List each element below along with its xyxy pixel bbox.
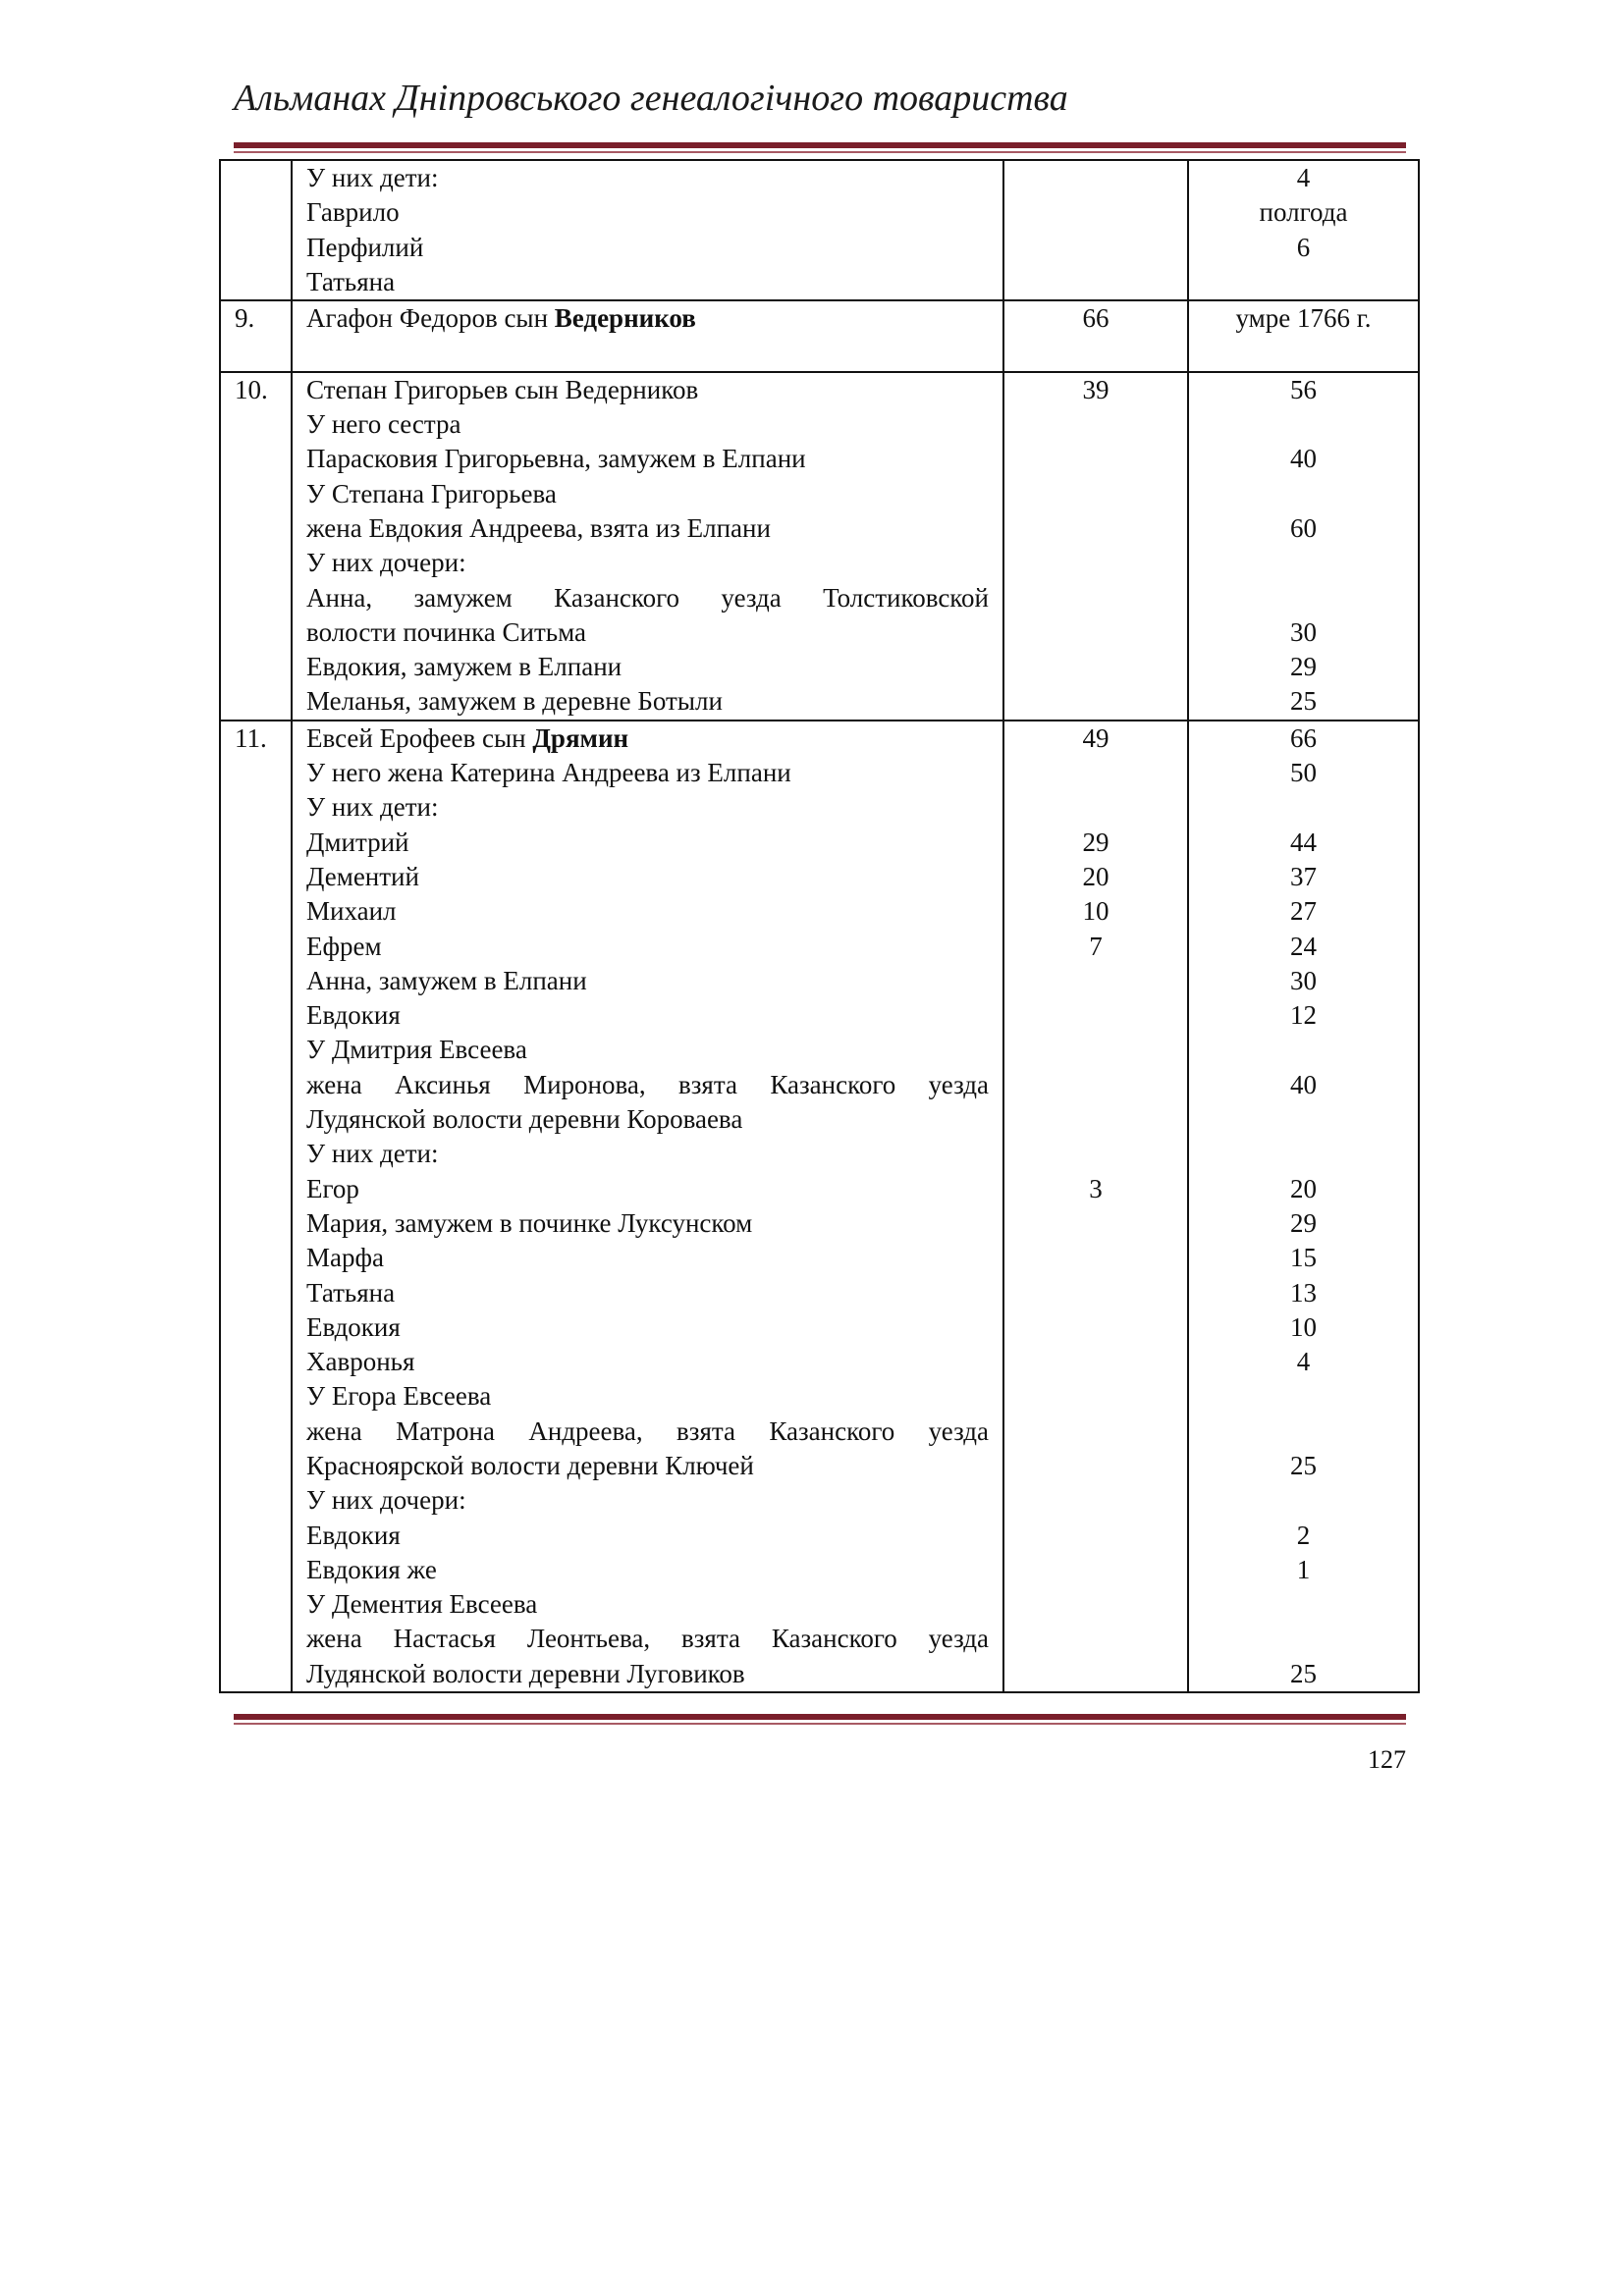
age-value-2: 40 bbox=[1290, 1069, 1317, 1099]
age-value-1 bbox=[1004, 1415, 1187, 1449]
person-line bbox=[306, 511, 989, 546]
person-line bbox=[306, 581, 989, 615]
age-value-2 bbox=[1189, 477, 1418, 511]
person-line bbox=[306, 1587, 989, 1622]
age-value-2: 6 bbox=[1296, 232, 1311, 262]
person-text: жена Евдокия Андреева, взята из Елпани bbox=[306, 512, 771, 543]
person-text: Парасковия Григорьевна, замужем в Елпани bbox=[306, 444, 806, 474]
person-line bbox=[306, 964, 989, 998]
person-text: Гаврило bbox=[306, 197, 400, 228]
entry-number bbox=[220, 160, 292, 300]
person-text: Мария, замужем в починке Луксунском bbox=[306, 1207, 753, 1238]
age-value-1 bbox=[1004, 1206, 1187, 1241]
person-text: Евсей Ерофеев сын bbox=[306, 722, 533, 753]
age-value-1 bbox=[1004, 1102, 1187, 1137]
age-value-1 bbox=[1004, 615, 1187, 650]
age-value-2: 29 bbox=[1290, 1207, 1317, 1238]
age-column-2-cell bbox=[1188, 300, 1419, 372]
table-row bbox=[220, 160, 1419, 300]
entry-number-text: 11. bbox=[235, 722, 267, 753]
age-value-2 bbox=[1189, 1622, 1418, 1656]
entry-number-text bbox=[235, 161, 291, 195]
age-value-2: умре 1766 г. bbox=[1235, 303, 1372, 334]
person-line bbox=[306, 407, 989, 442]
age-value-1 bbox=[1004, 1553, 1187, 1587]
age-value-2 bbox=[1189, 790, 1418, 825]
age-value-1: 7 bbox=[1089, 931, 1103, 961]
age-column-1-cell bbox=[1003, 160, 1188, 300]
person-text: У них дочери: bbox=[306, 548, 466, 578]
age-value-2: 40 bbox=[1290, 444, 1317, 474]
person-line bbox=[306, 930, 989, 964]
person-text: Татьяна bbox=[306, 1277, 396, 1308]
age-value-1 bbox=[1004, 511, 1187, 546]
person-line bbox=[306, 546, 989, 580]
entry-number bbox=[220, 721, 292, 1692]
age-value-1 bbox=[1004, 964, 1187, 998]
person-text: Егор bbox=[306, 1173, 359, 1203]
person-line bbox=[306, 1102, 989, 1137]
person-line bbox=[306, 650, 989, 684]
age-value-1 bbox=[1004, 231, 1187, 265]
age-value-1 bbox=[1004, 546, 1187, 580]
age-value-1 bbox=[1004, 1622, 1187, 1656]
age-value-1 bbox=[1004, 161, 1187, 195]
entry-number bbox=[220, 372, 292, 721]
person-names-cell bbox=[292, 372, 1003, 721]
person-text: Марфа bbox=[306, 1243, 384, 1273]
person-line bbox=[306, 1276, 989, 1310]
person-text: Евдокия bbox=[306, 1311, 401, 1342]
age-value-1 bbox=[1004, 336, 1187, 370]
person-line bbox=[306, 1657, 989, 1691]
person-line bbox=[306, 1483, 989, 1518]
person-text: У них дети: bbox=[306, 163, 439, 192]
age-value-2: 24 bbox=[1290, 931, 1317, 961]
person-line bbox=[306, 442, 989, 476]
person-text: Евдокия же bbox=[306, 1554, 437, 1584]
person-text: У них дети: bbox=[306, 792, 439, 823]
person-line bbox=[306, 1345, 989, 1379]
running-head-title: Альманах Дніпровського генеалогічного товариства bbox=[234, 78, 1068, 119]
age-value-2: 37 bbox=[1290, 861, 1317, 891]
person-text: У него жена Катерина Андреева из Елпани bbox=[306, 758, 791, 788]
age-value-1: 3 bbox=[1089, 1173, 1103, 1203]
person-line bbox=[306, 721, 989, 756]
age-value-1: 20 bbox=[1082, 861, 1110, 891]
age-value-1 bbox=[1004, 650, 1187, 684]
entry-number-text: 9. bbox=[235, 303, 255, 334]
person-line bbox=[306, 860, 989, 894]
age-value-2: 15 bbox=[1290, 1243, 1317, 1273]
age-value-2: 30 bbox=[1290, 965, 1317, 995]
person-text: Михаил bbox=[306, 896, 397, 927]
person-line bbox=[306, 790, 989, 825]
age-column-1-cell bbox=[1003, 721, 1188, 1692]
age-value-1 bbox=[1004, 684, 1187, 719]
age-value-1 bbox=[1004, 195, 1187, 230]
person-text: жена Аксинья Миронова, взята Казанского уезда bbox=[306, 1069, 989, 1099]
age-value-2 bbox=[1189, 1379, 1418, 1414]
age-value-2: 20 bbox=[1290, 1173, 1317, 1203]
table-row bbox=[220, 372, 1419, 721]
age-value-1 bbox=[1004, 1657, 1187, 1691]
person-line bbox=[306, 477, 989, 511]
person-text: У Дмитрия Евсеева bbox=[306, 1035, 527, 1065]
person-line bbox=[306, 894, 989, 929]
person-names-cell bbox=[292, 300, 1003, 372]
age-column-1-cell bbox=[1003, 300, 1188, 372]
person-text: У Дементия Евсеева bbox=[306, 1589, 538, 1620]
age-value-2: 1 bbox=[1296, 1554, 1311, 1584]
person-line bbox=[306, 998, 989, 1033]
person-text: Евдокия bbox=[306, 1000, 401, 1031]
person-names-cell bbox=[292, 160, 1003, 300]
person-text: Анна, замужем в Елпани bbox=[306, 965, 587, 995]
person-line bbox=[306, 1553, 989, 1587]
person-text: жена Матрона Андреева, взята Казанского уезда bbox=[306, 1415, 989, 1446]
age-value-1 bbox=[1004, 1449, 1187, 1483]
age-value-2 bbox=[1189, 581, 1418, 615]
age-value-2 bbox=[1189, 1483, 1418, 1518]
age-value-2 bbox=[1189, 407, 1418, 442]
age-value-1 bbox=[1004, 442, 1187, 476]
person-line bbox=[306, 826, 989, 860]
person-line bbox=[306, 1379, 989, 1414]
age-value-2: 4 bbox=[1296, 1347, 1311, 1377]
age-value-1 bbox=[1004, 1241, 1187, 1275]
person-line bbox=[306, 1310, 989, 1345]
person-text: У Степана Григорьева bbox=[306, 478, 557, 508]
age-value-2: 66 bbox=[1290, 722, 1317, 753]
person-text: Меланья, замужем в деревне Ботыли bbox=[306, 686, 723, 717]
age-value-2: 10 bbox=[1290, 1311, 1317, 1342]
surname-bold: Ведерников bbox=[554, 303, 696, 334]
register-table bbox=[219, 159, 1420, 1693]
footer-rule bbox=[234, 1714, 1406, 1725]
age-value-2: 2 bbox=[1296, 1520, 1311, 1550]
age-column-2-cell bbox=[1188, 721, 1419, 1692]
person-line bbox=[306, 1241, 989, 1275]
age-value-1: 29 bbox=[1082, 827, 1110, 857]
age-value-2: полгода bbox=[1259, 197, 1348, 228]
age-value-1: 10 bbox=[1082, 896, 1110, 927]
person-line bbox=[306, 1033, 989, 1067]
age-value-2 bbox=[1189, 265, 1418, 299]
age-value-1: 66 bbox=[1082, 303, 1110, 334]
age-value-1 bbox=[1004, 1345, 1187, 1379]
person-text: Перфилий bbox=[306, 232, 424, 262]
age-value-2: 29 bbox=[1290, 652, 1317, 682]
age-value-1 bbox=[1004, 1310, 1187, 1345]
person-text: Хавронья bbox=[306, 1347, 415, 1377]
person-line bbox=[306, 1206, 989, 1241]
age-value-1 bbox=[1004, 998, 1187, 1033]
page-number: 127 bbox=[1368, 1745, 1406, 1774]
age-value-2: 25 bbox=[1290, 686, 1317, 717]
person-line bbox=[306, 1415, 989, 1449]
age-value-1 bbox=[1004, 1068, 1187, 1102]
person-line bbox=[306, 301, 989, 336]
age-value-2: 56 bbox=[1290, 374, 1317, 404]
entry-number-text: 10. bbox=[235, 374, 268, 404]
age-value-2: 60 bbox=[1290, 512, 1317, 543]
person-text: Анна, замужем Казанского уезда Толстиковской bbox=[306, 582, 989, 613]
table-row bbox=[220, 721, 1419, 1692]
person-text: волости починка Ситьма bbox=[306, 616, 586, 647]
age-value-1 bbox=[1004, 1137, 1187, 1171]
person-line bbox=[306, 1137, 989, 1171]
person-text: У него сестра bbox=[306, 409, 461, 440]
age-value-1 bbox=[1004, 1033, 1187, 1067]
person-line bbox=[306, 756, 989, 790]
person-text: Татьяна bbox=[306, 266, 396, 296]
person-line bbox=[306, 1519, 989, 1553]
header-rule bbox=[234, 142, 1406, 153]
person-line bbox=[306, 1068, 989, 1102]
age-value-2 bbox=[1189, 1033, 1418, 1067]
age-value-1 bbox=[1004, 265, 1187, 299]
age-value-2: 30 bbox=[1290, 616, 1317, 647]
person-text: У них дети: bbox=[306, 1139, 439, 1169]
person-text: Агафон Федоров сын bbox=[306, 303, 555, 334]
person-text: Евдокия bbox=[306, 1520, 401, 1550]
table-row bbox=[220, 300, 1419, 372]
age-value-1: 39 bbox=[1082, 374, 1110, 404]
person-line bbox=[306, 1622, 989, 1656]
person-text: Ефрем bbox=[306, 931, 382, 961]
age-value-2: 44 bbox=[1290, 827, 1317, 857]
person-names-cell bbox=[292, 721, 1003, 1692]
person-text: Степан Григорьев сын Ведерников bbox=[306, 374, 699, 404]
age-value-1 bbox=[1004, 1483, 1187, 1518]
person-line bbox=[306, 373, 989, 407]
person-text: Лудянской волости деревни Луговиков bbox=[306, 1658, 745, 1688]
age-value-1 bbox=[1004, 1276, 1187, 1310]
age-value-2: 13 bbox=[1290, 1277, 1317, 1308]
age-column-2-cell bbox=[1188, 160, 1419, 300]
age-value-2 bbox=[1189, 1587, 1418, 1622]
person-line bbox=[306, 1172, 989, 1206]
person-line bbox=[306, 265, 989, 299]
age-value-1 bbox=[1004, 581, 1187, 615]
person-text: Дементий bbox=[306, 861, 419, 891]
age-value-2 bbox=[1189, 336, 1418, 370]
person-text: У них дочери: bbox=[306, 1485, 466, 1516]
person-line bbox=[306, 336, 989, 370]
age-value-2 bbox=[1189, 1102, 1418, 1137]
age-value-1 bbox=[1004, 407, 1187, 442]
age-value-2: 27 bbox=[1290, 896, 1317, 927]
age-value-2: 50 bbox=[1290, 758, 1317, 788]
person-line bbox=[306, 231, 989, 265]
person-text: Дмитрий bbox=[306, 827, 409, 857]
age-column-1-cell bbox=[1003, 372, 1188, 721]
age-value-2: 25 bbox=[1290, 1658, 1317, 1688]
person-line bbox=[306, 1449, 989, 1483]
person-line bbox=[306, 195, 989, 230]
age-value-2: 12 bbox=[1290, 1000, 1317, 1031]
age-value-1 bbox=[1004, 477, 1187, 511]
age-value-1 bbox=[1004, 1587, 1187, 1622]
age-value-1 bbox=[1004, 756, 1187, 790]
age-value-2 bbox=[1189, 1137, 1418, 1171]
person-text: Красноярской волости деревни Ключей bbox=[306, 1450, 754, 1480]
age-value-1 bbox=[1004, 790, 1187, 825]
age-value-2: 25 bbox=[1290, 1450, 1317, 1480]
person-line bbox=[306, 161, 989, 195]
entry-number bbox=[220, 300, 292, 372]
person-text: У Егора Евсеева bbox=[306, 1381, 492, 1412]
age-value-1 bbox=[1004, 1519, 1187, 1553]
person-line bbox=[306, 684, 989, 719]
age-column-2-cell bbox=[1188, 372, 1419, 721]
person-line bbox=[306, 615, 989, 650]
surname-bold: Дрямин bbox=[532, 722, 629, 753]
age-value-2: 4 bbox=[1296, 163, 1311, 192]
person-text: Лудянской волости деревни Короваева bbox=[306, 1104, 743, 1135]
age-value-1 bbox=[1004, 1379, 1187, 1414]
person-text: Евдокия, замужем в Елпани bbox=[306, 652, 623, 682]
age-value-2 bbox=[1189, 1415, 1418, 1449]
age-value-2 bbox=[1189, 546, 1418, 580]
person-text: жена Настасья Леонтьева, взята Казанского уезда bbox=[306, 1624, 989, 1654]
age-value-1: 49 bbox=[1082, 722, 1110, 753]
